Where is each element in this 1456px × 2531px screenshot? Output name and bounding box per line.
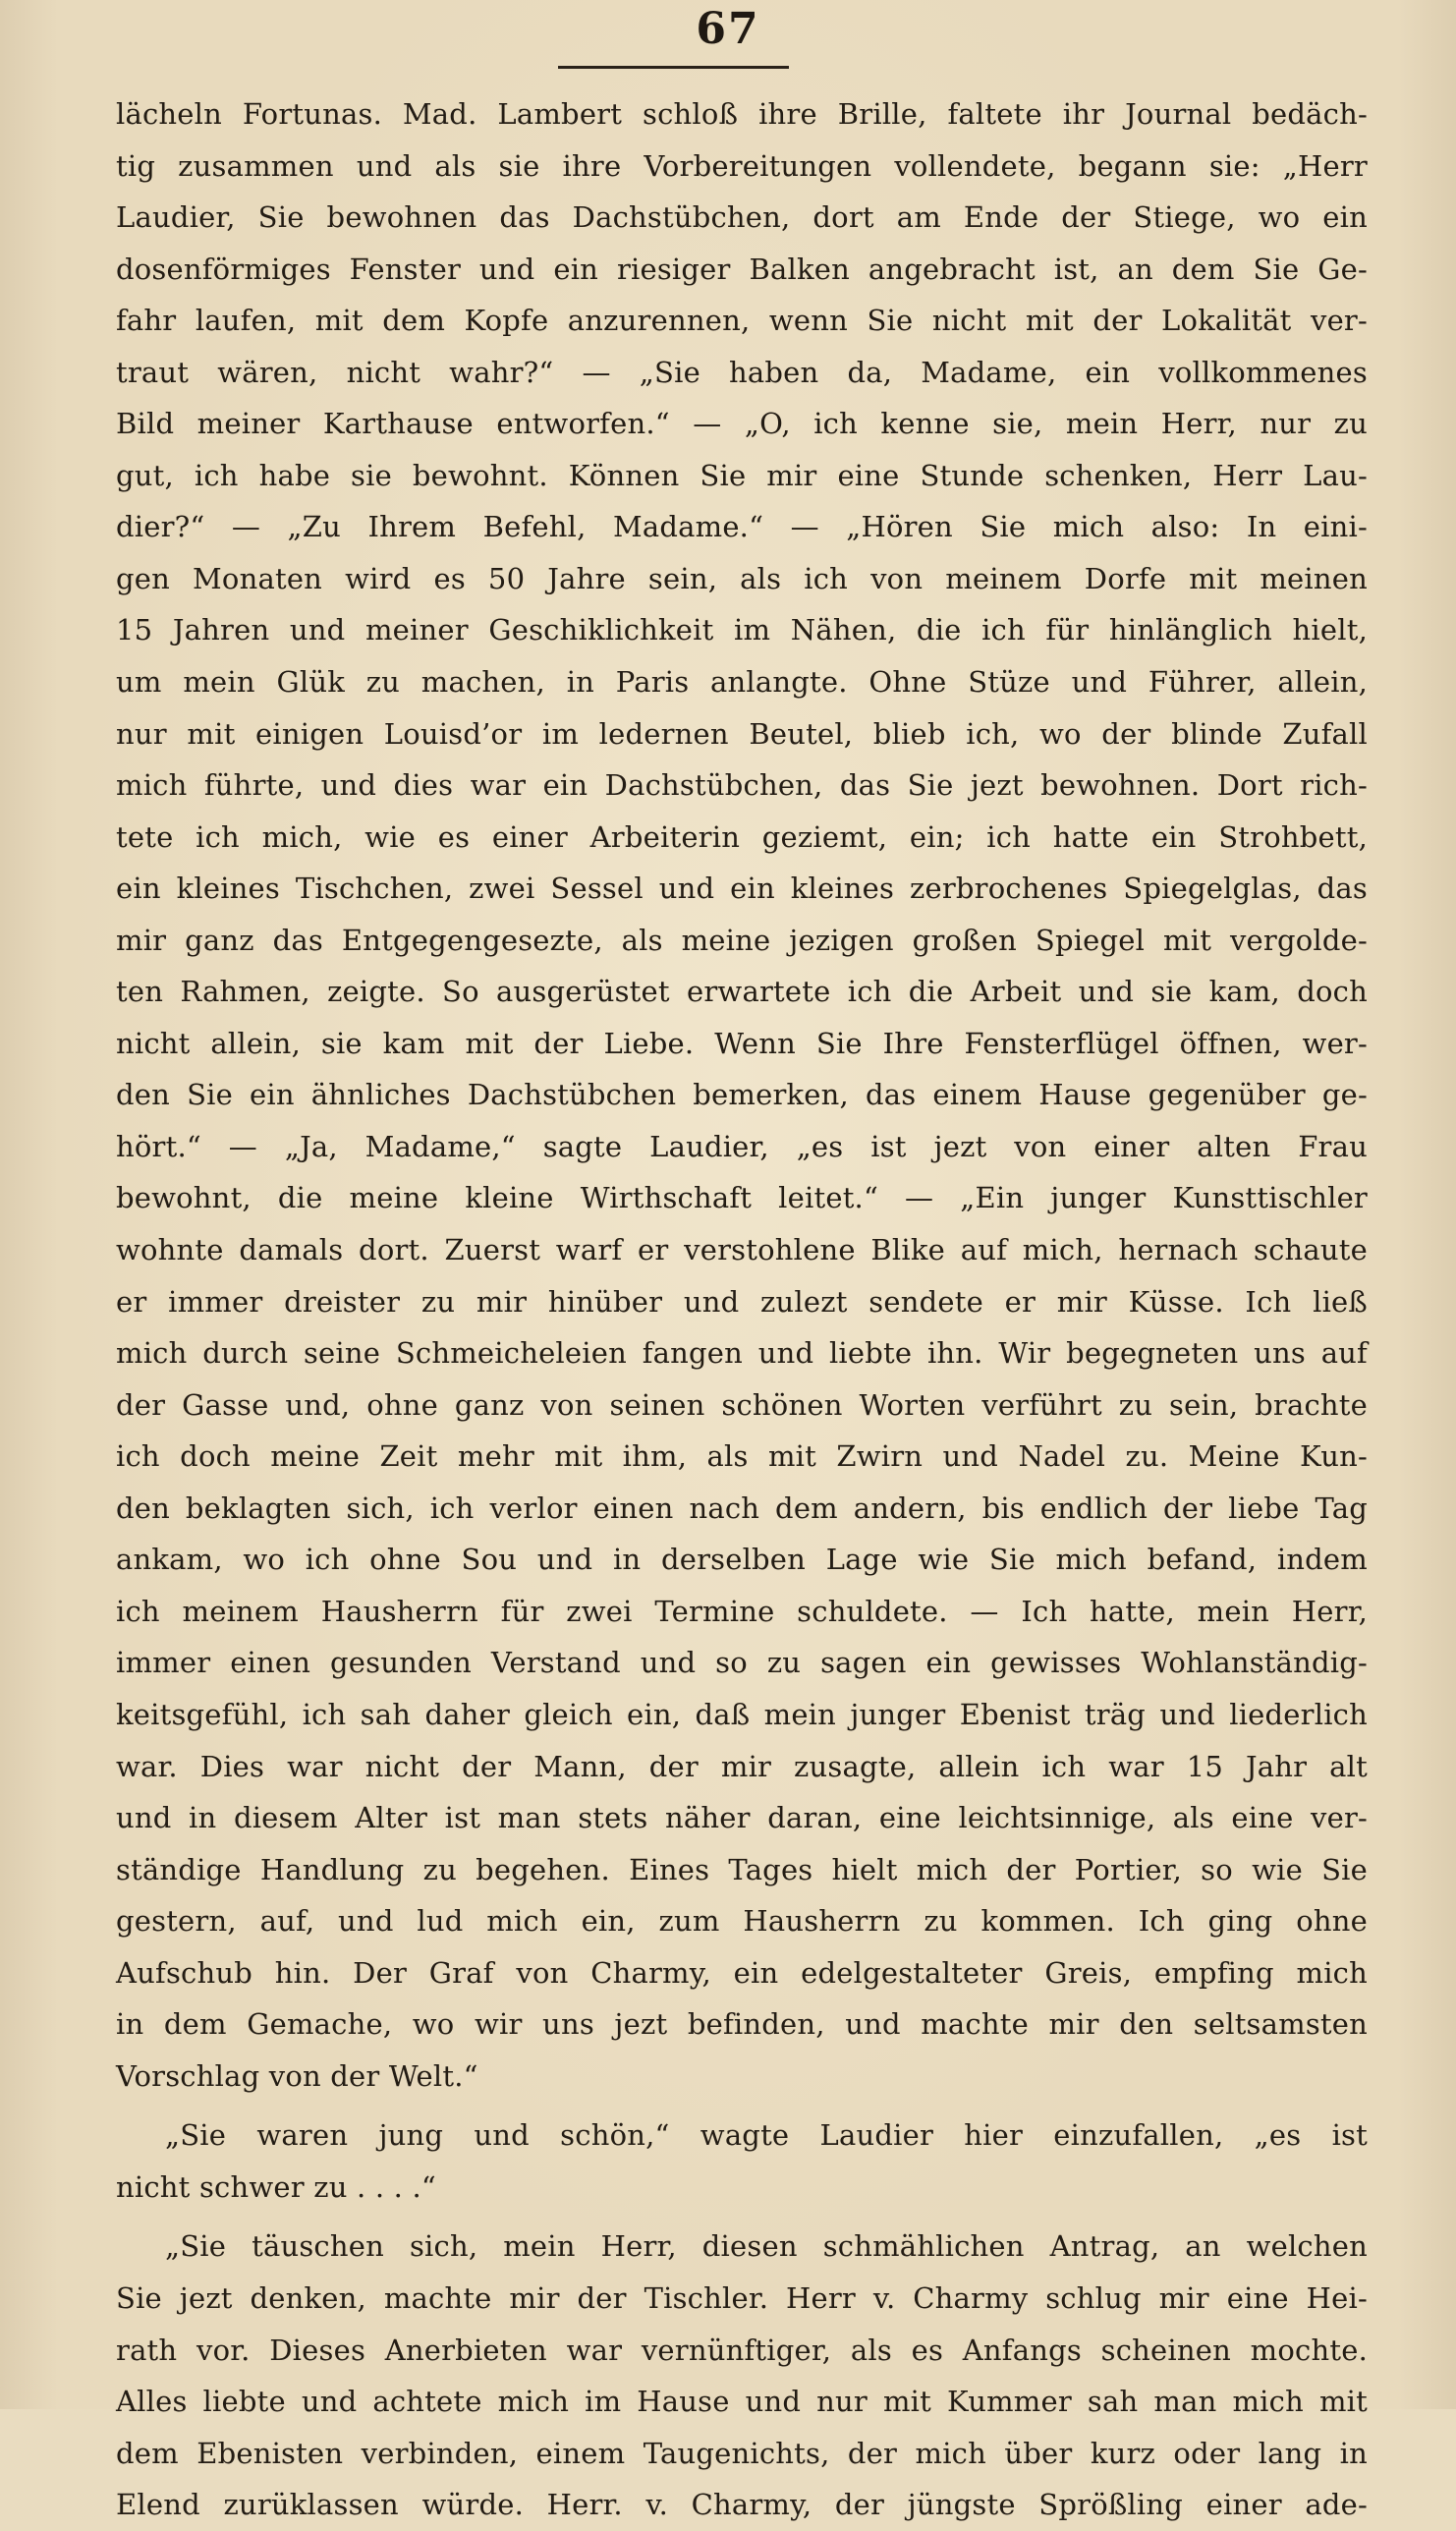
text-line: und in diesem Alter ist man stets näher daran, eine leichtsinnige, als eine ver- [116,1801,1368,1835]
text-line: lächeln Fortunas. Mad. Lambert schloß ihre Brille, faltete ihr Journal bedäch- [116,97,1368,131]
text-line: nicht allein, sie kam mit der Liebe. Wenn Sie Ihre Fensterflügel öffnen, wer- [116,1026,1368,1060]
text-line: gut, ich habe sie bewohnt. Können Sie mir eine Stunde schenken, Herr Lau- [116,458,1368,492]
text-line: der Gasse und, ohne ganz von seinen schönen Worten verführt zu sein, brachte [116,1387,1368,1422]
text-line: mich durch seine Schmeicheleien fangen und liebte ihn. Wir begegneten uns auf [116,1336,1368,1371]
text-line: um mein Glük zu machen, in Paris anlangte. Ohne Stüze und Führer, allein, [116,665,1368,700]
text-line: ständige Handlung zu begehen. Eines Tages hielt mich der Portier, so wie Sie [116,1852,1368,1886]
text-line: Aufschub hin. Der Graf von Charmy, ein edelgestalteter Greis, empfing mich [116,1955,1368,1990]
text-line: bewohnt, die meine kleine Wirthschaft leitet.“ — „Ein junger Kunsttischler [116,1181,1368,1215]
text-line: immer einen gesunden Verstand und so zu sagen ein gewisses Wohlanständig- [116,1646,1368,1680]
header-rule [558,66,789,69]
page-number: 67 [696,4,760,54]
text-line: „Sie waren jung und schön,“ wagte Laudier hier einzufallen, „es ist [165,2118,1368,2153]
text-line: Vorschlag von der Welt.“ [116,2058,478,2093]
text-line: nicht schwer zu . . . .“ [116,2169,436,2204]
text-line: keitsgefühl, ich sah daher gleich ein, daß mein junger Ebenist träg und liederlich [116,1697,1368,1731]
text-line: in dem Gemache, wo wir uns jezt befinden, und machte mir den seltsamsten [116,2007,1368,2042]
text-line: dier?“ — „Zu Ihrem Befehl, Madame.“ — „Hören Sie mich also: In eini- [116,510,1368,544]
text-line: war. Dies war nicht der Mann, der mir zusagte, allein ich war 15 Jahr alt [116,1749,1368,1783]
text-line: gen Monaten wird es 50 Jahre sein, als ich von meinem Dorfe mit meinen [116,561,1368,595]
text-line: fahr laufen, mit dem Kopfe anzurennen, wenn Sie nicht mit der Lokalität ver- [116,304,1368,338]
text-line: hört.“ — „Ja, Madame,“ sagte Laudier, „es ist jezt von einer alten Frau [116,1129,1368,1163]
text-line: mich führte, und dies war ein Dachstübchen, das Sie jezt bewohnen. Dort rich- [116,768,1368,803]
text-line: „Sie täuschen sich, mein Herr, diesen schmählichen Antrag, an welchen [165,2229,1368,2264]
text-line: gestern, auf, und lud mich ein, zum Hausherrn zu kommen. Ich ging ohne [116,1904,1368,1939]
text-body [116,88,1368,2531]
text-line: den beklagten sich, ich verlor einen nach dem andern, bis endlich der liebe Tag [116,1490,1368,1525]
text-line: nur mit einigen Louisd’or im ledernen Beutel, blieb ich, wo der blinde Zufall [116,716,1368,751]
text-line: Laudier, Sie bewohnen das Dachstübchen, dort am Ende der Stiege, wo ein [116,200,1368,235]
text-line: rath vor. Dieses Anerbieten war vernünftiger, als es Anfangs scheinen mochte. [116,2333,1368,2367]
text-line: tete ich mich, wie es einer Arbeiterin geziemt, ein; ich hatte ein Strohbett, [116,819,1368,854]
text-line: Elend zurüklassen würde. Herr. v. Charmy, der jüngste Sprößling einer ade- [116,2488,1368,2522]
text-line: 15 Jahren und meiner Geschiklichkeit im Nähen, die ich für hinlänglich hielt, [116,613,1368,647]
text-line: mir ganz das Entgegengesezte, als meine jezigen großen Spiegel mit vergolde- [116,923,1368,957]
text-line: dem Ebenisten verbinden, einem Taugenichts, der mich über kurz oder lang in [116,2436,1368,2470]
text-line: wohnte damals dort. Zuerst warf er verstohlene Blike auf mich, hernach schaute [116,1233,1368,1267]
text-line: tig zusammen und als sie ihre Vorbereitungen vollendete, begann sie: „Herr [116,148,1368,183]
text-line: Bild meiner Karthause entworfen.“ — „O, ich kenne sie, mein Herr, nur zu [116,407,1368,441]
text-line: traut wären, nicht wahr?“ — „Sie haben da, Madame, ein vollkommenes [116,355,1368,389]
text-line: er immer dreister zu mir hinüber und zulezt sendete er mir Küsse. Ich ließ [116,1284,1368,1319]
text-line: ankam, wo ich ohne Sou und in derselben Lage wie Sie mich befand, indem [116,1543,1368,1577]
text-line: den Sie ein ähnliches Dachstübchen bemerken, das einem Hause gegenüber ge- [116,1078,1368,1112]
text-line: ten Rahmen, zeigte. So ausgerüstet erwartete ich die Arbeit und sie kam, doch [116,975,1368,1009]
text-line: ein kleines Tischchen, zwei Sessel und ein kleines zerbrochenes Spiegelglas, das [116,872,1368,906]
text-line: ich doch meine Zeit mehr mit ihm, als mit Zwirn und Nadel zu. Meine Kun- [116,1439,1368,1474]
text-line: dosenförmiges Fenster und ein riesiger Balken angebracht ist, an dem Sie Ge- [116,252,1368,286]
text-line: Sie jezt denken, machte mir der Tischler. Herr v. Charmy schlug mir eine Hei- [116,2280,1368,2315]
text-line: ich meinem Hausherrn für zwei Termine schuldete. — Ich hatte, mein Herr, [116,1594,1368,1628]
text-line: Alles liebte und achtete mich im Hause und nur mit Kummer sah man mich mit [116,2385,1368,2419]
